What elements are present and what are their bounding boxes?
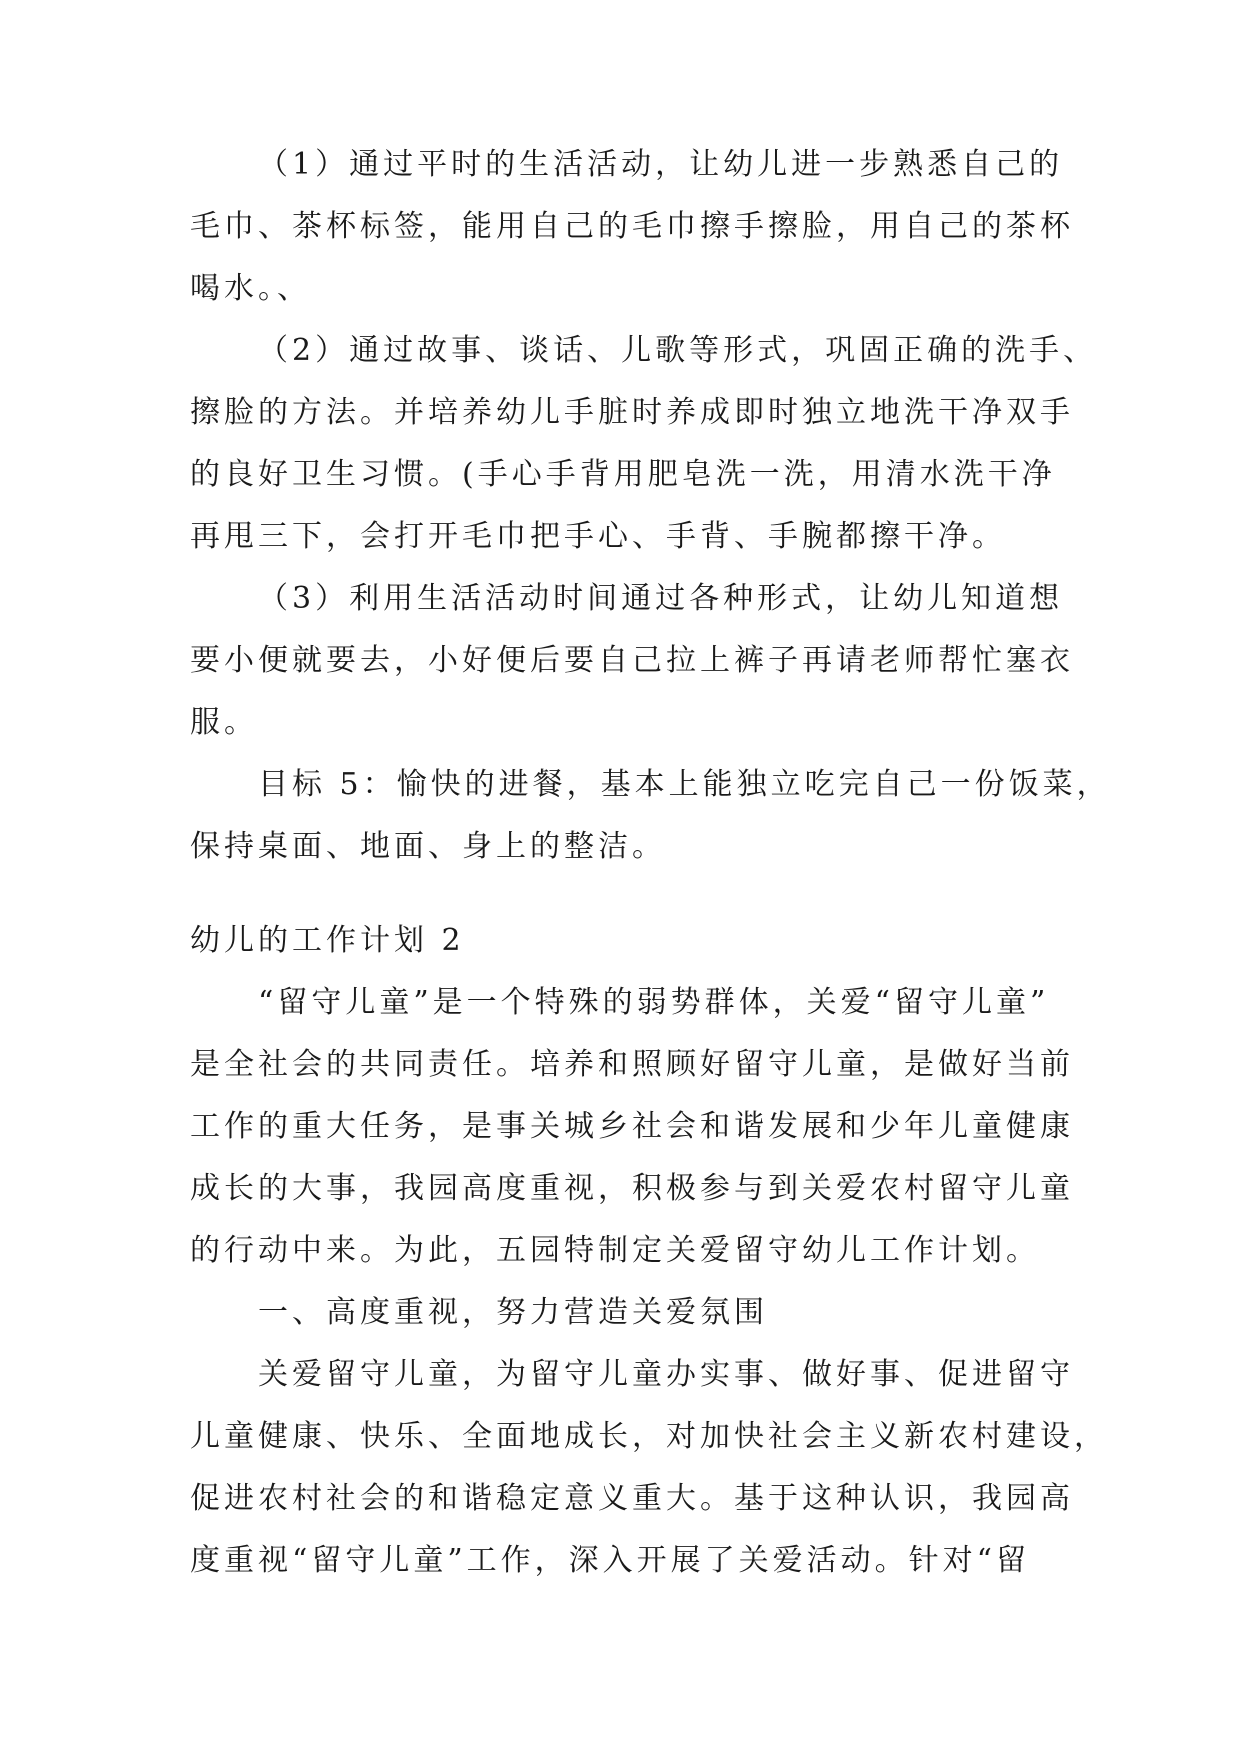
paragraph-line: 度重视“留守儿童”工作，深入开展了关爱活动。针对“留 (190, 1543, 1031, 1578)
paragraph-line: 促进农村社会的和谐稳定意义重大。基于这种认识，我园高 (190, 1481, 1074, 1516)
paragraph-line: 目标 5：愉快的进餐，基本上能独立吃完自己一份饭菜， (258, 767, 1111, 802)
paragraph-line: 再甩三下，会打开毛巾把手心、手背、手腕都擦干净。 (190, 519, 1006, 554)
paragraph-line: 成长的大事，我园高度重视，积极参与到关爱农村留守儿童 (190, 1171, 1074, 1206)
paragraph-line: 保持桌面、地面、身上的整洁。 (190, 829, 666, 864)
paragraph-line: 是全社会的共同责任。培养和照顾好留守儿童，是做好当前 (190, 1047, 1074, 1082)
paragraph-line: （1）通过平时的生活活动，让幼儿进一步熟悉自己的 (258, 147, 1064, 182)
section-1-body (190, 134, 1111, 878)
paragraph-line: 儿童健康、快乐、全面地成长，对加快社会主义新农村建设， (190, 1419, 1108, 1454)
paragraph-line: 工作的重大任务，是事关城乡社会和谐发展和少年儿童健康 (190, 1109, 1074, 1144)
section-heading: 幼儿的工作计划 2 (190, 923, 465, 958)
paragraph-line: 的行动中来。为此，五园特制定关爱留守幼儿工作计划。 (190, 1233, 1040, 1268)
section-2-body (190, 910, 1108, 1592)
paragraph-line: 关爱留守儿童，为留守儿童办实事、做好事、促进留守 (258, 1357, 1074, 1392)
paragraph-line: 毛巾、茶杯标签，能用自己的毛巾擦手擦脸，用自己的茶杯 (190, 209, 1074, 244)
paragraph-line: 擦脸的方法。并培养幼儿手脏时养成即时独立地洗干净双手 (190, 395, 1074, 430)
paragraph-line: “留守儿童”是一个特殊的弱势群体，关爱“留守儿童” (258, 985, 1050, 1020)
paragraph-line: 喝水。、 (190, 271, 311, 306)
paragraph-line: 的良好卫生习惯。(手心手背用肥皂洗一洗，用清水洗干净 (190, 457, 1056, 492)
paragraph-line: 服。 (190, 705, 258, 740)
subheading-line: 一、高度重视，努力营造关爱氛围 (258, 1295, 768, 1330)
paragraph-line: （2）通过故事、谈话、儿歌等形式，巩固正确的洗手、 (258, 333, 1098, 368)
paragraph-line: （3）利用生活活动时间通过各种形式，让幼儿知道想 (258, 581, 1064, 616)
paragraph-line: 要小便就要去，小好便后要自己拉上裤子再请老师帮忙塞衣 (190, 643, 1074, 678)
